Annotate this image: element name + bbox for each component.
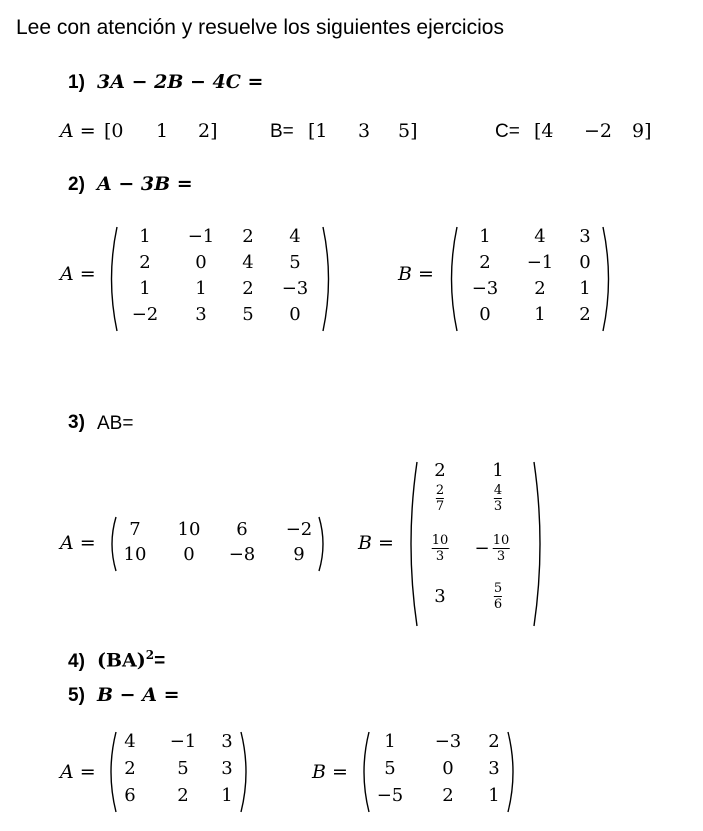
ex3-matrix-a	[105, 515, 330, 573]
matrix-cell: 3	[434, 586, 446, 607]
matrix-cell: −3	[471, 278, 499, 299]
ex3-a-label: A =	[60, 532, 96, 554]
matrix-cell: 2	[479, 252, 491, 273]
matrix-cell: 4	[289, 226, 301, 247]
ex2-b-label: B =	[398, 263, 434, 285]
ex1-a-value: 2]	[198, 120, 218, 142]
ex1-a-value: [0	[104, 120, 124, 142]
exercise-1-expression: 3A − 2B − 4C =	[97, 71, 264, 93]
matrix-fraction	[493, 534, 510, 563]
fraction-denominator: 3	[496, 549, 506, 564]
ex1-b-label: B=	[270, 121, 294, 142]
matrix-cell: 0	[183, 544, 195, 565]
ex1-c-value: [4	[534, 120, 554, 142]
fraction-denominator: 6	[493, 597, 503, 612]
ex1-vector-c	[534, 120, 674, 144]
ex1-b-value: 3	[358, 120, 371, 142]
fraction-numerator: 2	[435, 483, 445, 498]
matrix-cell: 1	[384, 731, 396, 752]
matrix-fraction	[494, 582, 502, 611]
ex3-matrix-b	[403, 458, 548, 630]
matrix-cell: 1	[479, 226, 491, 247]
matrix-fraction	[494, 484, 502, 513]
matrix-cell: 5	[289, 252, 301, 273]
matrix-cell: 1	[579, 278, 591, 299]
matrix-cell: 2	[177, 785, 189, 806]
ex1-c-value: −2	[584, 120, 613, 142]
matrix-cell: 1	[492, 460, 504, 481]
ex1-b-value: [1	[308, 120, 328, 142]
matrix-cell: 2	[124, 758, 136, 779]
fraction-numerator: 4	[493, 483, 503, 498]
ex1-c-value: 9]	[632, 120, 652, 142]
matrix-cell: 10	[177, 519, 201, 540]
ex1-vector-b	[308, 120, 448, 144]
exercise-4-number: 4)	[68, 651, 85, 672]
fraction-numerator: 5	[493, 581, 503, 596]
matrix-cell: 2	[139, 252, 151, 273]
matrix-cell: 3	[579, 226, 591, 247]
matrix-cell: −2	[131, 304, 159, 325]
exercise-3-number: 3)	[68, 412, 85, 433]
exercise-1-number: 1)	[68, 72, 85, 93]
matrix-cell: −2	[285, 519, 313, 540]
fraction-denominator: 3	[435, 549, 445, 564]
matrix-cell: 1	[195, 278, 207, 299]
matrix-cell: 7	[129, 519, 141, 540]
matrix-cell: −1	[187, 226, 215, 247]
matrix-cell: 0	[289, 304, 301, 325]
ex5-a-label: A =	[60, 761, 96, 783]
matrix-cell: 0	[442, 758, 454, 779]
matrix-cell: −1	[169, 731, 197, 752]
matrix-cell: 0	[479, 304, 491, 325]
fraction-denominator: 7	[435, 499, 445, 514]
matrix-cell: 2	[442, 785, 454, 806]
matrix-cell: 2	[242, 278, 254, 299]
matrix-cell: 1	[488, 785, 500, 806]
matrix-cell: 1	[139, 278, 151, 299]
matrix-cell: 2	[434, 460, 446, 481]
page-title: Lee con atención y resuelve los siguientes ejercicios	[16, 16, 504, 39]
matrix-cell: 3	[488, 758, 500, 779]
matrix-cell: 3	[195, 304, 207, 325]
matrix-cell: 6	[236, 519, 248, 540]
matrix-cell: 1	[139, 226, 151, 247]
ex2-matrix-a	[105, 224, 335, 334]
ex1-c-label: C=	[495, 121, 520, 142]
matrix-cell: −3	[281, 278, 309, 299]
ex2-a-label: A =	[60, 263, 96, 285]
ex4-base: (BA)	[97, 649, 146, 672]
matrix-cell: −8	[228, 544, 256, 565]
ex5-b-label: B =	[312, 761, 348, 783]
matrix-fraction	[436, 484, 444, 513]
matrix-cell: 3	[221, 731, 233, 752]
matrix-cell: −3	[434, 731, 462, 752]
ex4-exponent: 2	[145, 648, 155, 662]
minus-sign: −	[474, 538, 490, 559]
matrix-cell: 4	[242, 252, 254, 273]
matrix-fraction	[432, 534, 449, 563]
ex5-matrix-b	[357, 729, 522, 815]
matrix-cell: 5	[177, 758, 189, 779]
matrix-cell: 5	[242, 304, 254, 325]
ex1-vector-a	[104, 120, 244, 144]
ex1-b-value: 5]	[398, 120, 418, 142]
matrix-cell: 2	[579, 304, 591, 325]
matrix-cell: 4	[534, 226, 546, 247]
fraction-denominator: 3	[493, 499, 503, 514]
matrix-cell: 1	[221, 785, 233, 806]
exercise-3-expression: AB=	[97, 413, 134, 434]
exercise-5-number: 5)	[68, 685, 85, 706]
matrix-cell: 2	[488, 731, 500, 752]
matrix-cell: −1	[526, 252, 554, 273]
matrix-cell: −5	[376, 785, 404, 806]
matrix-cell: 1	[534, 304, 546, 325]
exercise-2-number: 2)	[68, 174, 85, 195]
matrix-cell: 9	[293, 544, 305, 565]
ex1-a-label: A =	[60, 120, 96, 142]
matrix-cell: 6	[124, 785, 136, 806]
exercise-2-expression: A − 3B =	[97, 173, 193, 195]
matrix-cell: 10	[123, 544, 147, 565]
matrix-cell: 5	[384, 758, 396, 779]
matrix-cell: 2	[242, 226, 254, 247]
ex1-a-value: 1	[156, 120, 169, 142]
matrix-cell: 0	[195, 252, 207, 273]
ex2-matrix-b	[445, 224, 615, 334]
matrix-cell: 0	[579, 252, 591, 273]
fraction-numerator: 10	[492, 533, 510, 548]
exercise-5-expression: B − A =	[97, 684, 180, 706]
fraction-numerator: 10	[431, 533, 449, 548]
ex5-matrix-a	[104, 729, 254, 815]
matrix-cell: 3	[221, 758, 233, 779]
ex3-b-label: B =	[358, 532, 394, 554]
ex4-tail: =	[154, 650, 166, 672]
matrix-cell: 4	[124, 731, 136, 752]
matrix-cell: 2	[534, 278, 546, 299]
exercise-4-expression	[97, 648, 165, 672]
